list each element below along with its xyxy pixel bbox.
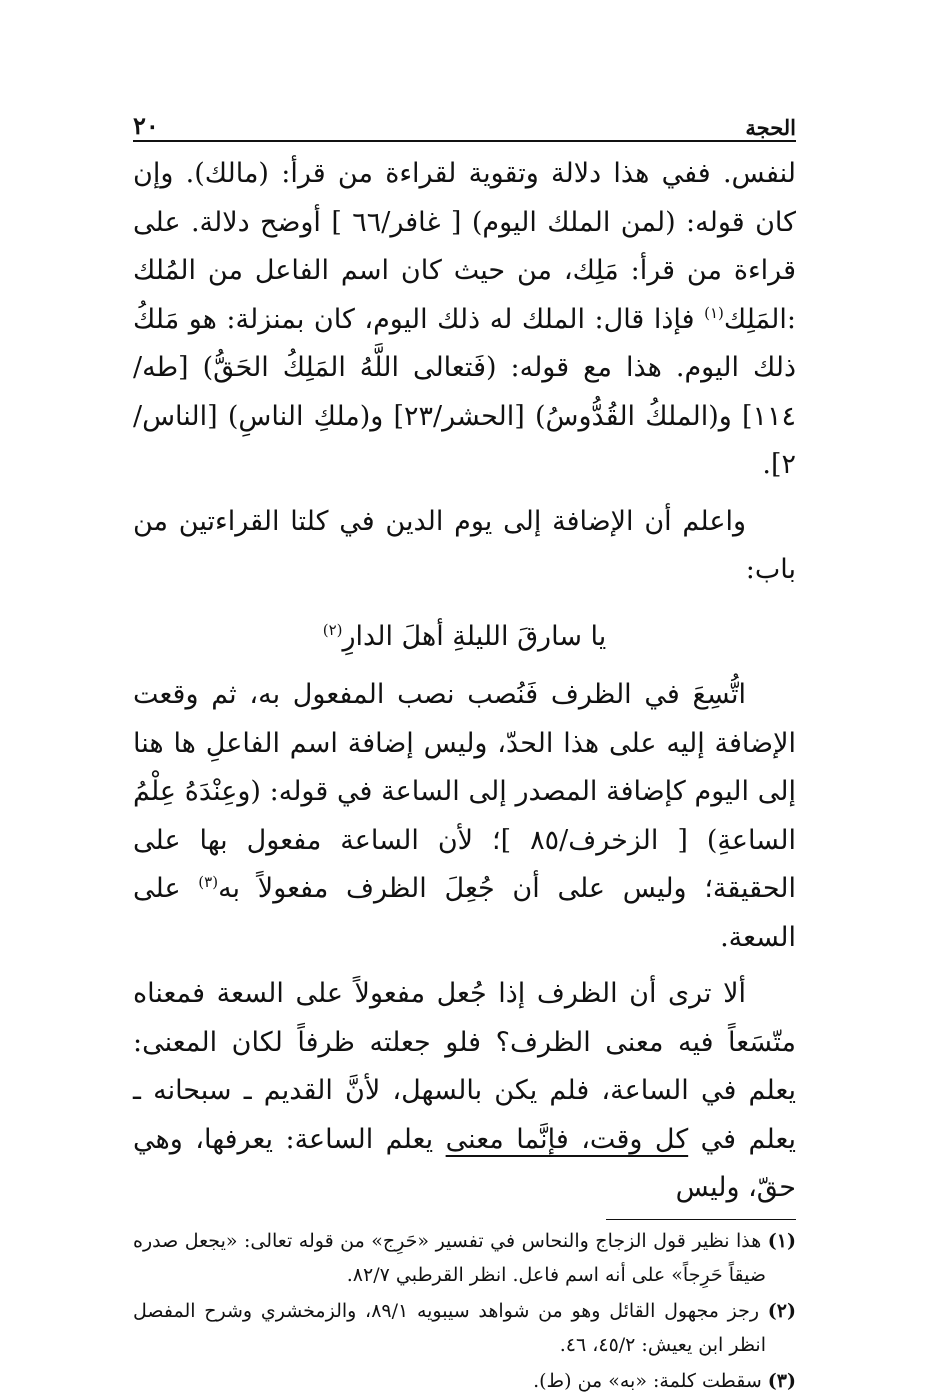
book-page bbox=[133, 100, 796, 1400]
footnote-ref-2[interactable]: (٢) bbox=[322, 620, 343, 639]
footnote-number: (١) bbox=[767, 1229, 796, 1252]
page-number: ٢٠ bbox=[133, 111, 159, 140]
footnote-ref-1[interactable]: (١) bbox=[704, 303, 724, 322]
footnote-number: (٢) bbox=[767, 1299, 796, 1322]
underlined-phrase: كل وقت، فإنَّما معنى bbox=[445, 1123, 689, 1155]
page-header bbox=[133, 100, 796, 142]
footnote-text: رجز مجهول القائل وهو من شواهد سيبويه ٨٩/١، والزمخشري وشرح المفصل انظر ابن يعيش: ٤٥/٢، ٤٦. bbox=[133, 1299, 766, 1356]
footnote-ref-3[interactable]: (٣) bbox=[198, 873, 219, 891]
paragraph-3: اتُّسِعَ في الظرف فَنُصب نصب المفعول به، ثم وقعت الإضافة إليه على هذا الحدّ، وليس إضافة اسم الفاعلِ ها هنا إلى اليوم كإضافة المصدر إلى الساعة في قوله: (وعِنْدَهُ عِلْمُ الساعةِ) [ الزخرف/٨٥ ]؛ لأن الساعة مفعول بها على الحقيقة؛ وليس على أن جُعِلَ الظرف مفعولاً به$^{(٣)}$ على السعة. bbox=[133, 679, 797, 953]
footnote-3 bbox=[133, 1364, 796, 1398]
footnote-2 bbox=[133, 1294, 796, 1362]
footnotes bbox=[133, 1224, 796, 1398]
footnote-number: (٣) bbox=[767, 1369, 796, 1392]
paragraph-4: ألا ترى أن الظرف إذا جُعل مفعولاً على السعة فمعناه متّسَعاً فيه معنى الظرف؟ فلو جعلته ظرفاً لكان المعنى: يعلم في الساعة، فلم يكن بالسهل، لأنَّ القديم ـ سبحانه ـ يعلم في كل وقت، فإنَّما معنى يعلم الساعة: يعرفها، وهي حقّ، وليس bbox=[133, 978, 796, 1203]
footnote-1 bbox=[133, 1224, 796, 1292]
paragraph-2: واعلم أن الإضافة إلى يوم الدين في كلتا القراءتين من باب: bbox=[133, 505, 796, 585]
running-title: الحجة bbox=[745, 115, 796, 140]
paragraph-1: لنفس. ففي هذا دلالة وتقوية لقراءة من قرأ: (مالك). وإن كان قوله: (لمن الملك اليوم) [ غافر/٦٦ ] أوضح دلالة. على قراءة من قرأ: مَلِك، من حيث كان اسم الفاعل من المُلك :المَلِك$^{(١)}$ فإذا قال: الملك له ذلك اليوم، كان بمنزلة: هو مَلكُ ذلك اليوم. هذا مع قوله: (فَتعالى اللَّهُ المَلِكُ الحَقُّ) [طه/١١٤] و(الملكُ القُدُّوسُ) [الحشر/٢٣] و(ملكِ الناسِ) [الناس/٢]. bbox=[133, 158, 797, 480]
footnote-divider bbox=[606, 1219, 796, 1220]
main-text bbox=[133, 150, 796, 1213]
footnote-text: سقطت كلمة: «به» من (ط). bbox=[533, 1369, 762, 1392]
footnote-text: هذا نظير قول الزجاج والنحاس في تفسير «حَرِج» من قوله تعالى: «يجعل صدره ضيقاً حَرِجاً» على أنه اسم فاعل. انظر القرطبي ٨٢/٧. bbox=[133, 1229, 766, 1286]
verse-line: يا سارقَ الليلةِ أهلَ الدارِ$^{(٢)}$ bbox=[322, 620, 607, 652]
